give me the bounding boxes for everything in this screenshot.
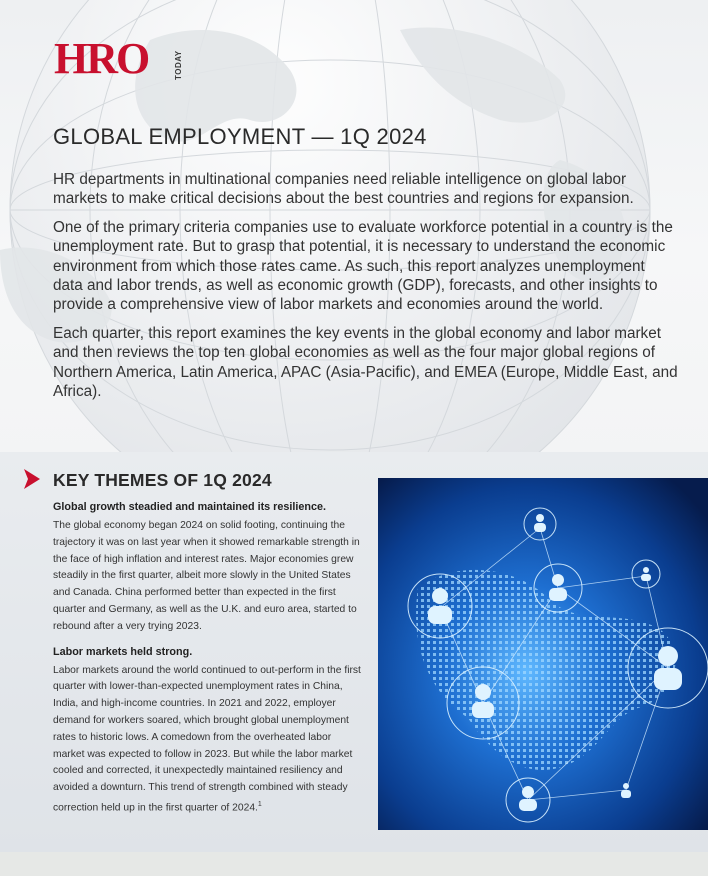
footnote-marker: 1 xyxy=(257,800,262,808)
theme-body: The global economy began 2024 on solid footing, continuing the trajectory it was on last year when it showed remarkable strength in the face of high inflation and interest rates. Major economies grew steadily in the first quarter, albeit more slowly in the United States and Canada. China performed better than expected in the first quarter and Germany, as well as the U.K. and euro area, started to rebound after a very trying 2023. xyxy=(53,520,360,632)
theme-heading: Labor markets held strong. xyxy=(53,645,193,658)
page-title: GLOBAL EMPLOYMENT — 1Q 2024 xyxy=(53,124,427,149)
theme-item xyxy=(53,645,361,818)
footer-band xyxy=(0,852,708,876)
theme-body-text: Labor markets around the world continued to out-perform in the first quarter with lower-than-expected unemployment rates in China, India, and high-income countries. In 2021 and 2022, employer demand for workers soared, which brought global unemployment rates to historic lows. A comedown from the overheated labor market was expected to follow in 2023. But while the labor market cooled and corrected, it unexpectedly maintained resiliency and avoided a downturn. This trend of strength combined with steady correction held up in the first quarter of 2024. xyxy=(53,664,361,814)
intro-paragraph: One of the primary criteria companies use to evaluate workforce potential in a country is the unemployment rate. But to grasp that potential, it is necessary to understand the economic environment from which those rates came. As such, this report analyzes unemployment data and labor trends, as well as economic growth (GDP), forecasts, and other insights to provide a comprehensive view of labor markets and economies around the world. xyxy=(53,218,673,314)
logo-wordmark: HRO xyxy=(54,34,149,83)
global-network-people-image xyxy=(378,478,708,830)
section-title: KEY THEMES OF 1Q 2024 xyxy=(53,470,272,490)
intro-section xyxy=(53,170,678,410)
intro-paragraph: HR departments in multinational companies need reliable intelligence on global labor markets to make critical decisions about the best countries and regions for expansion. xyxy=(53,171,634,208)
logo-subtext: TODAY xyxy=(174,50,183,80)
theme-item xyxy=(53,500,361,636)
triangle-arrow-icon xyxy=(22,468,42,490)
key-themes-list xyxy=(53,500,361,826)
theme-body xyxy=(53,663,361,818)
intro-paragraph: Each quarter, this report examines the key events in the global economy and labor market and then reviews the top ten global economies as well as the four major global regions of Northern America, Latin America, APAC (Asia-Pacific), and EMEA (Europe, Middle East, and Africa). xyxy=(53,324,678,401)
theme-heading: Global growth steadied and maintained its resilience. xyxy=(53,501,326,513)
